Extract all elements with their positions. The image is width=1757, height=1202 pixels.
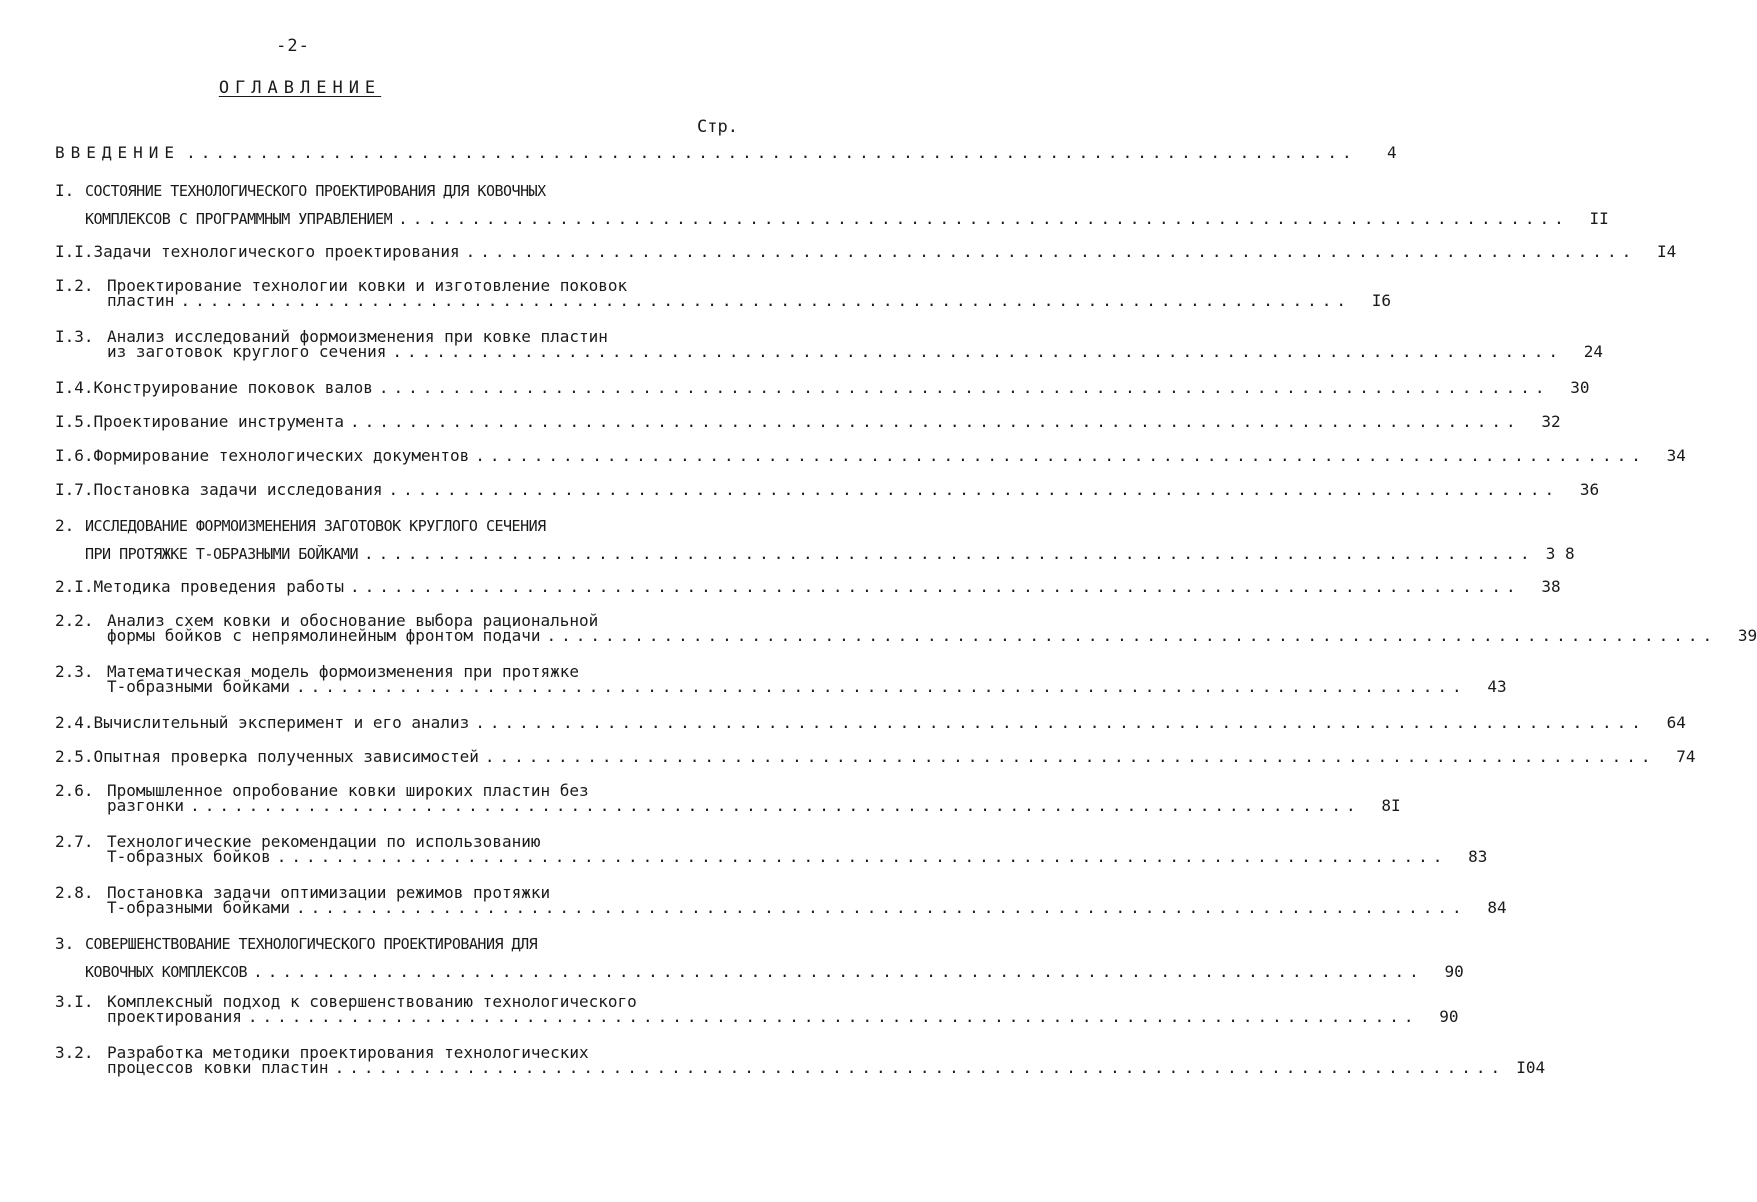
- toc-entry-1-7: [55, 480, 1600, 516]
- toc-entry-2-1: [55, 577, 1561, 613]
- toc-entry-page: 84: [1487, 898, 1507, 917]
- toc-leader-dots: ................................................................................: [546, 626, 1718, 645]
- toc-entry-text: Опытная проверка полученных зависимостей: [93, 747, 479, 766]
- toc-entry-text: Комплексный подход к совершенствованию технологического: [107, 992, 637, 1011]
- toc-entry-number: I.I.: [55, 242, 94, 261]
- toc-entry-text: ИССЛЕДОВАНИЕ ФОРМОИЗМЕНЕНИЯ ЗАГОТОВОК КРУГЛОГО СЕЧЕНИЯ: [85, 517, 546, 535]
- toc-entry-page: 34: [1666, 446, 1686, 465]
- toc-entry-number: 2.4.: [55, 713, 94, 732]
- toc-entry-1-4: [55, 378, 1590, 414]
- toc-leader-dots: ................................................................................: [253, 962, 1424, 981]
- toc-entry-page: 39: [1737, 626, 1757, 645]
- toc-leader-dots: ................................................................................: [180, 291, 1352, 310]
- toc-entry-text: Т-образных бойков: [107, 847, 271, 866]
- toc-entry-text: Конструирование поковок валов: [93, 378, 373, 397]
- toc-entry-text: Анализ схем ковки и обоснование выбора рациональной: [107, 611, 599, 630]
- toc-entry-page: 64: [1666, 713, 1686, 732]
- toc-entry-page: 83: [1468, 847, 1488, 866]
- toc-entry-number: I.5.: [55, 412, 94, 431]
- toc-entry-page: 74: [1676, 747, 1696, 766]
- toc-entry-number: I.7.: [55, 480, 94, 499]
- toc-entry-chapter-2: [55, 516, 1575, 579]
- toc-entry-page: 4: [1387, 143, 1397, 162]
- toc-entry-introduction: [55, 143, 1397, 179]
- toc-entry-number: 2.I.: [55, 577, 94, 596]
- toc-entry-number: 2.2.: [55, 611, 94, 630]
- toc-leader-dots: ................................................................................: [334, 1058, 1506, 1077]
- toc-entry-1-5: [55, 412, 1561, 448]
- toc-entry-text: Постановка задачи оптимизации режимов протяжки: [107, 883, 551, 902]
- toc-entry-text: Т-образными бойками: [107, 898, 291, 917]
- toc-entry-text: ВВЕДЕНИЕ: [55, 143, 181, 162]
- toc-entry-text: Промышленное опробование ковки широких пластин без: [107, 781, 589, 800]
- toc-entry-page: 90: [1439, 1007, 1459, 1026]
- toc-entry-2-8: [55, 883, 1507, 936]
- toc-leader-dots: ................................................................................: [296, 898, 1467, 917]
- toc-entry-chapter-3: [55, 934, 1464, 994]
- toc-entry-number: 2.8.: [55, 883, 94, 902]
- toc-entry-text: СОВЕРШЕНСТВОВАНИЕ ТЕХНОЛОГИЧЕСКОГО ПРОЕКТИРОВАНИЯ ДЛЯ: [85, 935, 538, 953]
- toc-leader-dots: ................................................................................: [247, 1007, 1419, 1026]
- toc-entry-2-2: [55, 611, 1757, 664]
- toc-leader-dots: ................................................................................: [475, 713, 1646, 732]
- toc-entry-text: Т-образными бойками: [107, 677, 291, 696]
- toc-entry-2-6: [55, 781, 1401, 834]
- toc-entry-text: из заготовок круглого сечения: [107, 342, 387, 361]
- toc-entry-number: 3.I.: [55, 992, 94, 1011]
- toc-leader-dots: ................................................................................: [296, 677, 1467, 696]
- toc-entry-text: пластин: [107, 291, 175, 310]
- toc-entry-number: 3.2.: [55, 1043, 94, 1062]
- toc-entry-number: I.3.: [55, 327, 94, 346]
- toc-entry-1-6: [55, 446, 1686, 482]
- toc-entry-text: Анализ исследований формоизменения при ковке пластин: [107, 327, 608, 346]
- toc-entry-text: разгонки: [107, 796, 185, 815]
- toc-entry-page: 3 8: [1545, 544, 1575, 563]
- toc-entry-chapter-1: [55, 181, 1609, 244]
- toc-leader-dots: ................................................................................: [392, 342, 1563, 361]
- toc-entry-text: формы бойков с непрямолинейным фронтом подачи: [107, 626, 541, 645]
- table-of-contents: [55, 143, 1757, 1096]
- toc-entry-number: 2.3.: [55, 662, 94, 681]
- toc-entry-1-1: [55, 242, 1677, 278]
- toc-entry-page: I04: [1516, 1058, 1546, 1077]
- toc-entry-text: Постановка задачи исследования: [93, 480, 383, 499]
- toc-entry-text: Математическая модель формоизменения при протяжке: [107, 662, 580, 681]
- toc-entry-2-7: [55, 832, 1488, 885]
- toc-entry-page: I6: [1371, 291, 1392, 310]
- toc-leader-dots: ................................................................................: [465, 242, 1637, 261]
- toc-entry-text: КОВОЧНЫХ КОМПЛЕКСОВ: [85, 963, 248, 981]
- toc-leader-dots: ................................................................................: [484, 747, 1656, 766]
- toc-leader-dots: ................................................................................: [388, 480, 1560, 499]
- toc-entry-number: I.2.: [55, 276, 94, 295]
- toc-entry-3-1: [55, 992, 1459, 1045]
- toc-entry-page: 24: [1583, 342, 1603, 361]
- toc-entry-text: Проектирование инструмента: [93, 412, 344, 431]
- toc-entry-page: II: [1589, 209, 1609, 228]
- toc-leader-dots: ................................................................................: [475, 446, 1646, 465]
- toc-entry-number: 2.6.: [55, 781, 94, 800]
- toc-entry-text: ПРИ ПРОТЯЖКЕ Т-ОБРАЗНЫМИ БОЙКАМИ: [85, 545, 358, 563]
- toc-entry-page: 36: [1579, 480, 1600, 499]
- toc-entry-text: КОМПЛЕКСОВ С ПРОГРАММНЫМ УПРАВЛЕНИЕМ: [85, 210, 393, 228]
- toc-entry-text: Методика проведения работы: [93, 577, 344, 596]
- toc-entry-text: проектирования: [107, 1007, 242, 1026]
- toc-entry-3-2: [55, 1043, 1546, 1096]
- toc-entry-page: 90: [1444, 962, 1464, 981]
- toc-entry-page: 38: [1541, 577, 1561, 596]
- toc-entry-2-4: [55, 713, 1686, 749]
- page-title: ОГЛАВЛЕНИЕ: [218, 78, 382, 98]
- toc-entry-page: I4: [1656, 242, 1677, 261]
- toc-entry-text: Формирование технологических документов: [93, 446, 470, 465]
- toc-entry-text: Разработка методики проектирования технологических: [107, 1043, 589, 1062]
- toc-entry-text: Вычислительный эксперимент и его анализ: [93, 713, 470, 732]
- toc-leader-dots: ................................................................................: [398, 209, 1569, 228]
- toc-entry-1-2: [55, 276, 1392, 329]
- page-column-header: Стр.: [697, 117, 738, 137]
- toc-leader-dots: ................................................................................: [276, 847, 1448, 866]
- toc-leader-dots: ................................................................................: [378, 378, 1550, 397]
- toc-leader-dots: ................................................................................: [349, 412, 1521, 431]
- toc-leader-dots: ................................................................................: [186, 143, 1357, 162]
- toc-entry-page: 32: [1541, 412, 1561, 431]
- toc-entry-number: I.: [55, 181, 75, 200]
- toc-entry-text: процессов ковки пластин: [107, 1058, 329, 1077]
- toc-entry-number: I.6.: [55, 446, 94, 465]
- toc-entry-text: Задачи технологического проектирования: [93, 242, 460, 261]
- toc-entry-text: Технологические рекомендации по использованию: [107, 832, 541, 851]
- toc-entry-number: 2.: [55, 516, 75, 535]
- toc-leader-dots: ................................................................................: [349, 577, 1521, 596]
- toc-leader-dots: ................................................................................: [190, 796, 1361, 815]
- toc-entry-page: 30: [1570, 378, 1590, 397]
- toc-entry-page: 43: [1487, 677, 1507, 696]
- toc-entry-number: 2.5.: [55, 747, 94, 766]
- toc-entry-2-5: [55, 747, 1696, 783]
- toc-entry-2-3: [55, 662, 1507, 715]
- toc-leader-dots: ................................................................................: [363, 544, 1535, 563]
- toc-entry-number: I.4.: [55, 378, 94, 397]
- toc-entry-text: Проектирование технологии ковки и изготовление поковок: [107, 276, 628, 295]
- toc-entry-text: СОСТОЯНИЕ ТЕХНОЛОГИЧЕСКОГО ПРОЕКТИРОВАНИЯ ДЛЯ КОВОЧНЫХ: [85, 182, 546, 200]
- toc-entry-number: 3.: [55, 934, 75, 953]
- toc-entry-1-3: [55, 327, 1603, 380]
- page-number: -2-: [276, 36, 310, 56]
- toc-entry-page: 8I: [1381, 796, 1401, 815]
- toc-entry-number: 2.7.: [55, 832, 94, 851]
